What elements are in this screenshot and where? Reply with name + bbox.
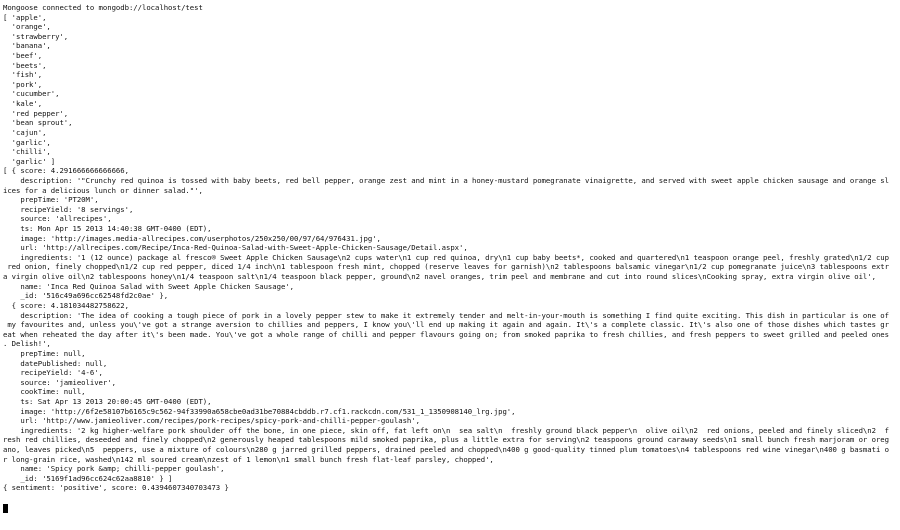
terminal-line: name: 'Spicy pork &amp; chilli-pepper goulash',	[3, 464, 225, 474]
terminal-line: 'bean sprout',	[3, 118, 73, 128]
terminal-line: ingredients: '2 kg higher-welfare pork shoulder off the bone, in one piece, skin off, fat left on\n sea salt\n freshly ground black pepper\n olive oil\n2 red onions, peeled and finely sliced\n2 f	[3, 425, 889, 435]
terminal-line: cookTime: null,	[3, 387, 86, 397]
terminal-line: 'garlic',	[3, 137, 51, 147]
terminal-line: url: 'http://www.jamieoliver.com/recipes/pork-recipes/spicy-pork-and-chilli-pepper-goulash',	[3, 416, 420, 426]
terminal-line: ts: Mon Apr 15 2013 14:40:38 GMT-0400 (EDT),	[3, 224, 212, 234]
terminal-line: [ 'apple',	[3, 12, 47, 22]
terminal-output	[3, 3, 897, 503]
terminal-line: ts: Sat Apr 13 2013 20:00:45 GMT-0400 (EDT),	[3, 396, 212, 406]
terminal-line: name: 'Inca Red Quinoa Salad with Sweet Apple Chicken Sausage',	[3, 281, 294, 291]
terminal-line: . Delish!',	[3, 339, 51, 349]
terminal-line: description: 'The idea of cooking a tough piece of pork in a lovely pepper stew to make it extremely tender and melt-in-your-mouth is something I find quite exciting. This dish in particular is one of	[3, 310, 889, 320]
terminal-line: a virgin olive oil\n2 tablespoons honey\n1/4 teaspoon salt\n1/4 teaspoon black pepper, ground\n2 navel oranges, trim peel and membrane and cut into round slices\nCooking spray, extra virgin olive oil',	[3, 272, 876, 282]
terminal-line: image: 'http://images.media-allrecipes.com/userphotos/250x250/00/97/64/976431.jpg',	[3, 233, 381, 243]
terminal-line: ices for a delicious lunch or dinner salad."',	[3, 185, 203, 195]
terminal-line: 'chilli',	[3, 147, 51, 157]
terminal-line: r long-grain rice, washed\n142 ml soured cream\nzest of 1 lemon\n1 small bunch fresh flat-leaf parsley, chopped',	[3, 454, 494, 464]
terminal-line: recipeYield: '4-6',	[3, 368, 103, 378]
terminal-line: Mongoose connected to mongodb://localhost/test	[3, 3, 203, 12]
terminal-line	[3, 493, 897, 503]
terminal-line: { sentiment: 'positive', score: 0.4394607340703473 }	[3, 483, 229, 493]
terminal-line: datePublished: null,	[3, 358, 108, 368]
terminal-line: 'red pepper',	[3, 108, 69, 118]
terminal-line: resh red chillies, deseeded and finely chopped\n2 generously heaped tablespoons mild smoked paprika, plus a little extra for serving\n2 teaspoons ground caraway seeds\n1 small bunch fresh marjoram or oreg	[3, 435, 889, 445]
terminal-line: eat when reheated the day after it\'s been made. You\'ve got a whole range of chilli and pepper flavours going on; from smoked paprika to fresh chillies, and fresh peppers to sweet grilled and peeled ones	[3, 329, 889, 339]
terminal-line: source: 'jamieoliver',	[3, 377, 116, 387]
terminal-cursor	[3, 504, 8, 513]
terminal-line: 'cucumber',	[3, 89, 60, 99]
terminal-line: 'fish',	[3, 70, 43, 80]
terminal-line: 'strawberry',	[3, 31, 69, 41]
terminal-line: 'kale',	[3, 99, 43, 109]
terminal-line: { score: 4.181034482758622,	[3, 300, 129, 310]
terminal-line: 'beef',	[3, 51, 43, 61]
terminal-line: 'orange',	[3, 22, 51, 32]
terminal-line: image: 'http://6f2e58107b6165c9c562-94f33990a658cbe0ad31be70884cbddb.r7.cf1.rackcdn.com/531_1_1350908140_lrg.jpg',	[3, 406, 516, 416]
terminal-line: url: 'http://allrecipes.com/Recipe/Inca-Red-Quinoa-Salad-with-Sweet-Apple-Chicken-Sausage/Detail.aspx',	[3, 243, 468, 253]
terminal-line: _id: '5169f1ad96cc624c62aa8810' } ]	[3, 473, 173, 483]
terminal-line: red onion, finely chopped\n1/2 cup red pepper, diced 1/4 inch\n1 tablespoon fresh mint, chopped (reserve leaves for garnish)\n2 tablespoons balsamic vinegar\n1/2 cup pomegranate juice\n3 tablespoons extr	[3, 262, 889, 272]
terminal-line: my favourites and, unless you\'ve got a strange aversion to chillies and peppers, I know you\'ll end up making it again and again. It\'s a complete classic. It\'s also one of those dishes which tastes gr	[3, 320, 889, 330]
terminal-line: [ { score: 4.291666666666666,	[3, 166, 129, 176]
terminal-line: ingredients: '1 (12 ounce) package al fresco® Sweet Apple Chicken Sausage\n2 cups water\n1 cup red quinoa, dry\n1 cup baby beets*, cooked and quartered\n1 teaspoon orange peel, freshly grated\n1/2 cup	[3, 252, 889, 262]
terminal-line: 'pork',	[3, 79, 43, 89]
terminal-line: source: 'allrecipes',	[3, 214, 112, 224]
terminal-line: prepTime: null,	[3, 348, 86, 358]
terminal-line: 'cajun',	[3, 127, 47, 137]
terminal-line: prepTime: 'PT20M',	[3, 195, 99, 205]
terminal-line: recipeYield: '8 servings',	[3, 204, 134, 214]
terminal-line: 'banana',	[3, 41, 51, 51]
terminal-line: ano, leaves picked\n5 peppers, use a mixture of colours\n280 g jarred grilled peppers, drained peeled and chopped\n400 g good-quality tinned plum tomatoes\n4 tablespoons red wine vinegar\n400 g basmati o	[3, 445, 889, 455]
terminal-line: 'garlic' ]	[3, 156, 56, 166]
terminal-line: 'beets',	[3, 60, 47, 70]
terminal-line: description: '"Crunchy red quinoa is tossed with baby beets, red bell pepper, orange zest and mint in a honey-mustard pomegranate vinaigrette, and served with sweet apple chicken sausage and orange sl	[3, 175, 889, 185]
terminal-line: _id: '516c49a696cc62548fd2c0ae' },	[3, 291, 169, 301]
